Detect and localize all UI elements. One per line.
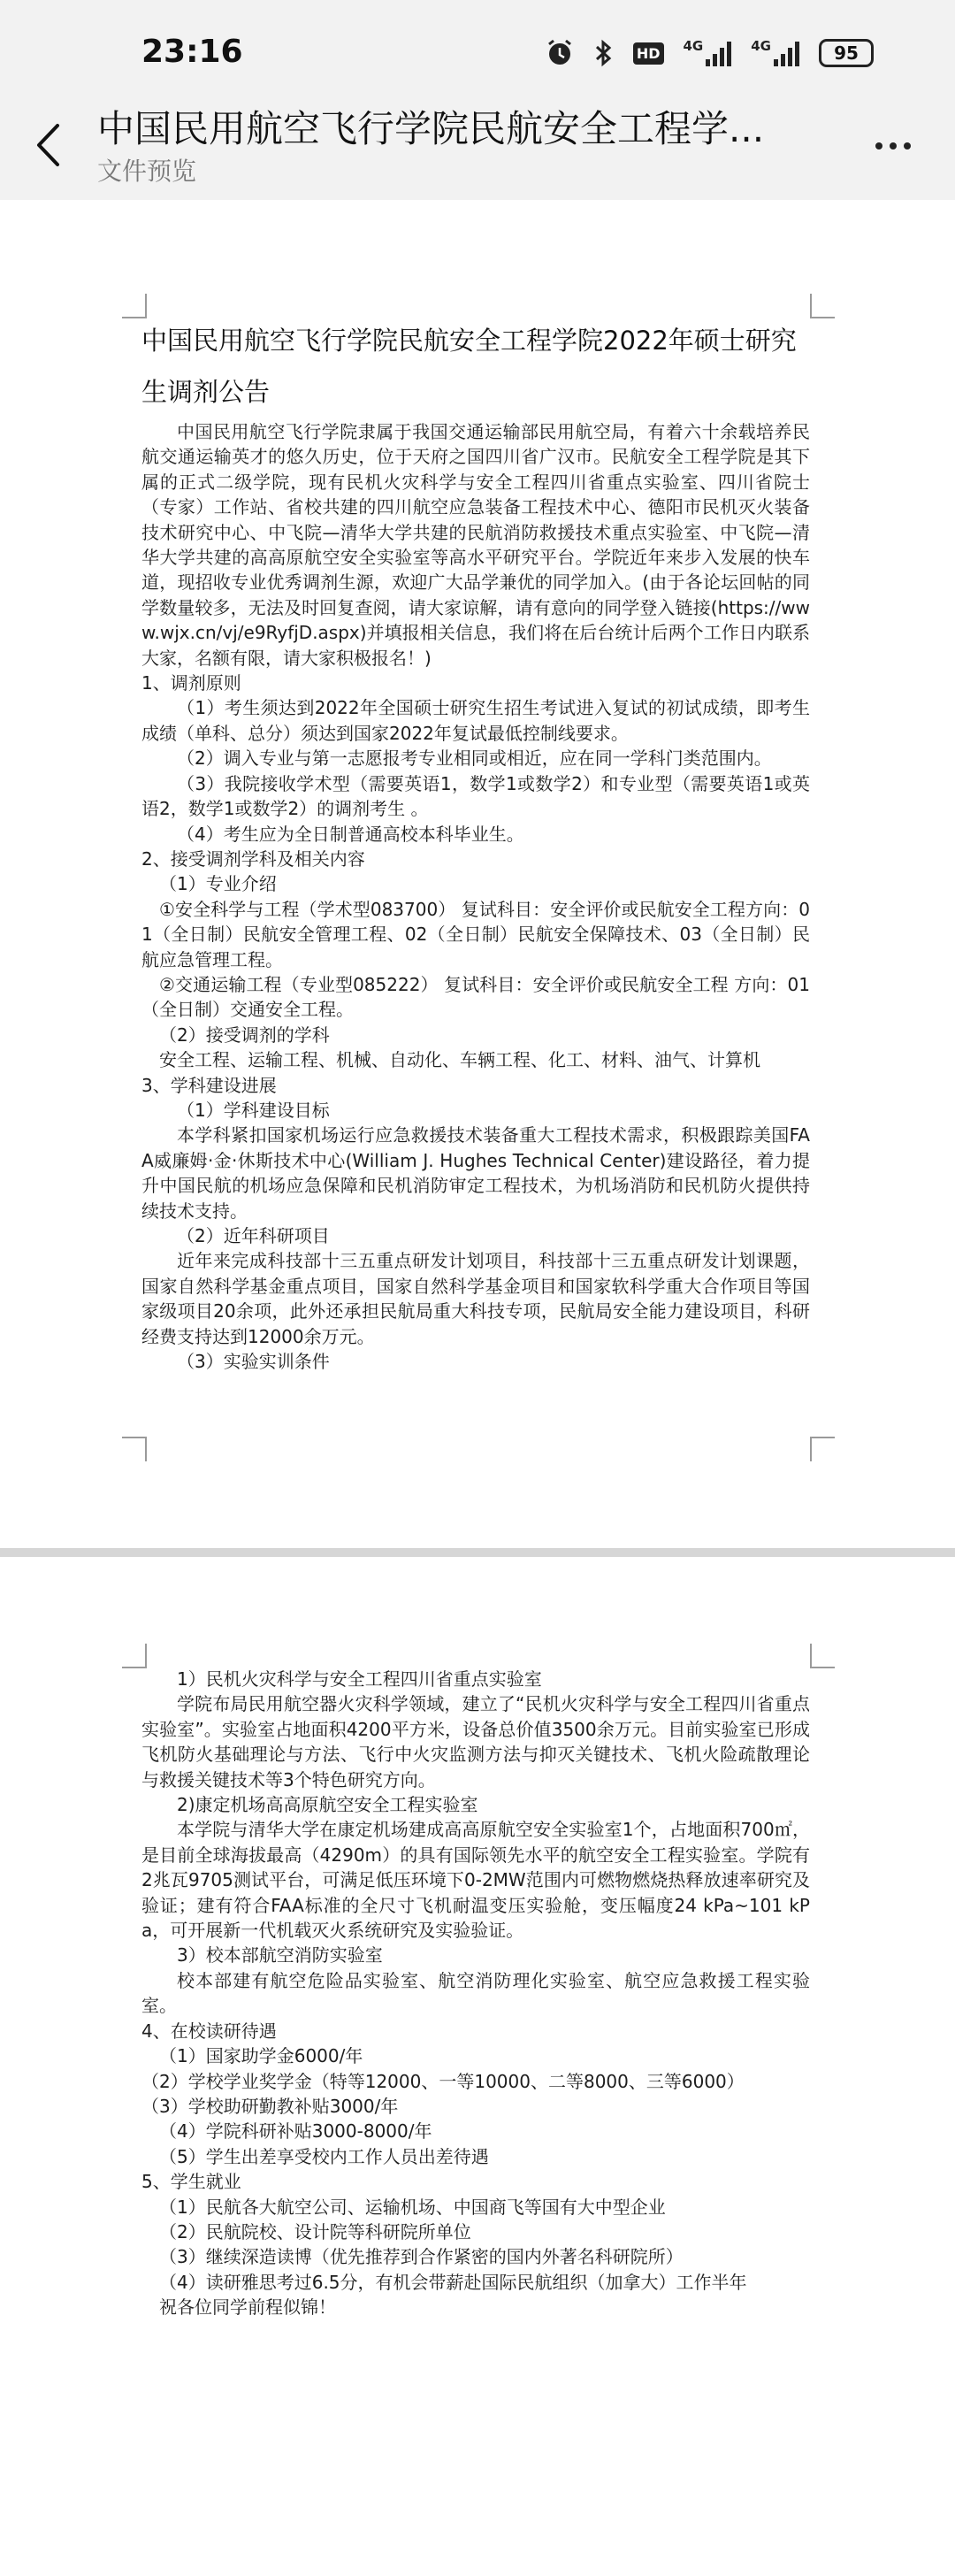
app-header bbox=[0, 104, 955, 200]
more-dot-icon bbox=[904, 142, 911, 150]
file-preview-label: 文件预览 bbox=[97, 157, 197, 186]
hd-icon: HD bbox=[633, 42, 664, 65]
paragraph: ②交通运输工程（专业型085222） 复试科目：安全评价或民航安全工程 方向：01（全日制）交通安全工程。 bbox=[141, 973, 810, 1021]
announcement-title: 中国民用航空飞行学院民航安全工程学院2022年硕士研究生调剂公告 bbox=[141, 326, 797, 407]
paragraph: 安全工程、运输工程、机械、自动化、车辆工程、化工、材料、油气、计算机 bbox=[159, 1049, 760, 1071]
battery-icon: 95 bbox=[819, 39, 874, 67]
page-1-content bbox=[141, 315, 810, 1374]
paragraph: （3）继续深造读博（优先推荐到合作紧密的国内外著名科研院所） bbox=[159, 2246, 684, 2268]
paragraph: （2）民航院校、设计院等科研院所单位 bbox=[159, 2220, 471, 2242]
back-button[interactable] bbox=[21, 110, 74, 180]
page-separator bbox=[0, 1548, 955, 1557]
paragraph: 祝各位同学前程似锦！ bbox=[159, 2296, 336, 2319]
bluetooth-icon bbox=[594, 38, 614, 68]
page-2-body bbox=[141, 1667, 810, 2320]
paragraph: （1）专业介绍 bbox=[159, 873, 277, 895]
paragraph: 1、调剂原则 bbox=[141, 672, 241, 694]
status-bar bbox=[0, 0, 955, 104]
paragraph: （4）学院科研补贴3000-8000/年 bbox=[159, 2120, 432, 2143]
chevron-left-icon bbox=[34, 122, 61, 168]
paragraph: （1）民航各大航空公司、运输机场、中国商飞等国有大中型企业 bbox=[159, 2196, 666, 2218]
paragraph: （3）我院接收学术型（需要英语1，数学1或数学2）和专业型（需要英语1或英语2，数学1或数学2）的调剂考生 。 bbox=[141, 772, 810, 820]
paragraph: （2）接受调剂的学科 bbox=[159, 1024, 330, 1046]
paragraph: （4）考生应为全日制普通高校本科毕业生。 bbox=[177, 823, 524, 845]
paragraph: （1）考生须达到2022年全国硕士研究生招生考试进入复试的初试成绩，即考生成绩（单科、总分）须达到国家2022年复试最低控制线要求。 bbox=[141, 697, 810, 744]
page-2-content bbox=[141, 1667, 810, 2320]
network-type-label: 4G bbox=[683, 38, 704, 54]
alarm-icon bbox=[545, 38, 575, 68]
paragraph: 本学院与清华大学在康定机场建成高高原航空安全实验室1个，占地面积700㎡，是目前全球海拔最高（4290m）的具有国际领先水平的航空安全工程实验室。学院有2兆瓦9705测试平台，可满足低压环境下0-2MW范围内可燃物燃烧热释放速率研究及验证；建有符合FAA标准的全尺寸飞机耐温变压实验舱，变压幅度24 kPa~101 kPa，可开展新一代机载灭火系统研究及实验验证。 bbox=[141, 1819, 810, 1942]
signal-icon-2 bbox=[751, 40, 799, 66]
page-1-body bbox=[141, 419, 810, 1374]
more-dot-icon bbox=[890, 142, 897, 150]
status-icons bbox=[545, 35, 874, 71]
paragraph: 学院布局民用航空器火灾科学领域，建立了“民机火灾科学与安全工程四川省重点实验室”。实验室占地面积4200平方米，设备总价值3500余万元。目前实验室已形成飞机防火基础理论与方法、飞行中火灾监测方法与抑灭关键技术、飞机火险疏散理论与救援关键技术等3个特色研究方向。 bbox=[141, 1693, 810, 1790]
page-corner-mark bbox=[810, 294, 835, 318]
network-type-label: 4G bbox=[751, 38, 771, 54]
status-time: 23:16 bbox=[141, 34, 243, 70]
paragraph: 1）民机火灾科学与安全工程四川省重点实验室 bbox=[177, 1668, 542, 1690]
more-options-button[interactable] bbox=[867, 124, 920, 168]
paragraph: （3）实验实训条件 bbox=[177, 1351, 330, 1373]
more-dot-icon bbox=[875, 142, 882, 150]
paragraph: （5）学生出差享受校内工作人员出差待遇 bbox=[159, 2145, 489, 2167]
paragraph: 5、学生就业 bbox=[141, 2171, 241, 2193]
page-corner-mark bbox=[810, 1437, 835, 1461]
paragraph: ①安全科学与工程（学术型083700） 复试科目：安全评价或民航安全工程方向：01（全日制）民航安全管理工程、02（全日制）民航安全保障技术、03（全日制）民航应急管理工程。 bbox=[141, 898, 810, 970]
paragraph: 3、学科建设进展 bbox=[141, 1074, 277, 1096]
document-page-1 bbox=[0, 200, 955, 1548]
page-corner-mark bbox=[810, 1644, 835, 1668]
paragraph: 校本部建有航空危险品实验室、航空消防理化实验室、航空应急救援工程实验室。 bbox=[141, 1969, 810, 2017]
paragraph: 2)康定机场高高原航空安全工程实验室 bbox=[177, 1794, 478, 1816]
document-title: 中国民用航空飞行学院民航安全工程学... bbox=[97, 107, 765, 150]
paragraph: （3）学校助研勤教补贴3000/年 bbox=[141, 2095, 399, 2117]
paragraph: 近年来完成科技部十三五重点研发计划项目，科技部十三五重点研发计划课题，国家自然科学基金重点项目，国家自然科学基金项目和国家软科学重大合作项目等国家级项目20余项，此外还承担民航局重大科技专项，民航局安全能力建设项目，科研经费支持达到12000余万元。 bbox=[141, 1250, 810, 1347]
paragraph: 2、接受调剂学科及相关内容 bbox=[141, 847, 365, 870]
page-corner-mark bbox=[122, 1644, 147, 1668]
paragraph: 本学科紧扣国家机场运行应急救援技术装备重大工程技术需求，积极跟踪美国FAA威廉姆·金·休斯技术中心(William J. Hughes Technical Center)建设路径，着力提升中国民航的机场应急保障和民机消防审定工程技术，为机场消防和民机防火提供持续技术支持。 bbox=[141, 1124, 810, 1222]
paragraph: 中国民用航空飞行学院隶属于我国交通运输部民用航空局，有着六十余载培养民航交通运输英才的悠久历史，位于天府之国四川省广汉市。民航安全工程学院是其下属的正式二级学院，现有民机火灾科学与安全工程四川省重点实验室、四川省院士（专家）工作站、省校共建的四川航空应急装备工程技术中心、德阳市民机灭火装备技术研究中心、中飞院—清华大学共建的民航消防救援技术重点实验室、中飞院—清华大学共建的高高原航空安全实验室等高水平研究平台。学院近年来步入发展的快车道，现招收专业优秀调剂生源，欢迎广大品学兼优的同学加入。(由于各论坛回帖的同学数量较多，无法及时回复查阅，请大家谅解，请有意向的同学登入链接(https://www.wjx.cn/vj/e9RyfjD.aspx)并填报相关信息，我们将在后台统计后两个工作日内联系大家，名额有限，请大家积极报名！) bbox=[141, 421, 810, 669]
paragraph: （1）学科建设目标 bbox=[177, 1099, 330, 1121]
document-page-2 bbox=[0, 1557, 955, 2576]
page-corner-mark bbox=[122, 1437, 147, 1461]
paragraph: （2）调入专业与第一志愿报考专业相同或相近，应在同一学科门类范围内。 bbox=[177, 748, 772, 770]
paragraph: （2）近年科研项目 bbox=[177, 1225, 330, 1246]
paragraph: （4）读研雅思考过6.5分，有机会带薪赴国际民航组织（加拿大）工作半年 bbox=[159, 2271, 747, 2293]
paragraph: 4、在校读研待遇 bbox=[141, 2020, 277, 2042]
paragraph: （2）学校学业奖学金（特等12000、一等10000、二等8000、三等6000） bbox=[141, 2070, 745, 2092]
signal-icon-1 bbox=[684, 40, 732, 66]
paragraph: （1）国家助学金6000/年 bbox=[159, 2045, 363, 2067]
paragraph: 3）校本部航空消防实验室 bbox=[177, 1944, 383, 1966]
